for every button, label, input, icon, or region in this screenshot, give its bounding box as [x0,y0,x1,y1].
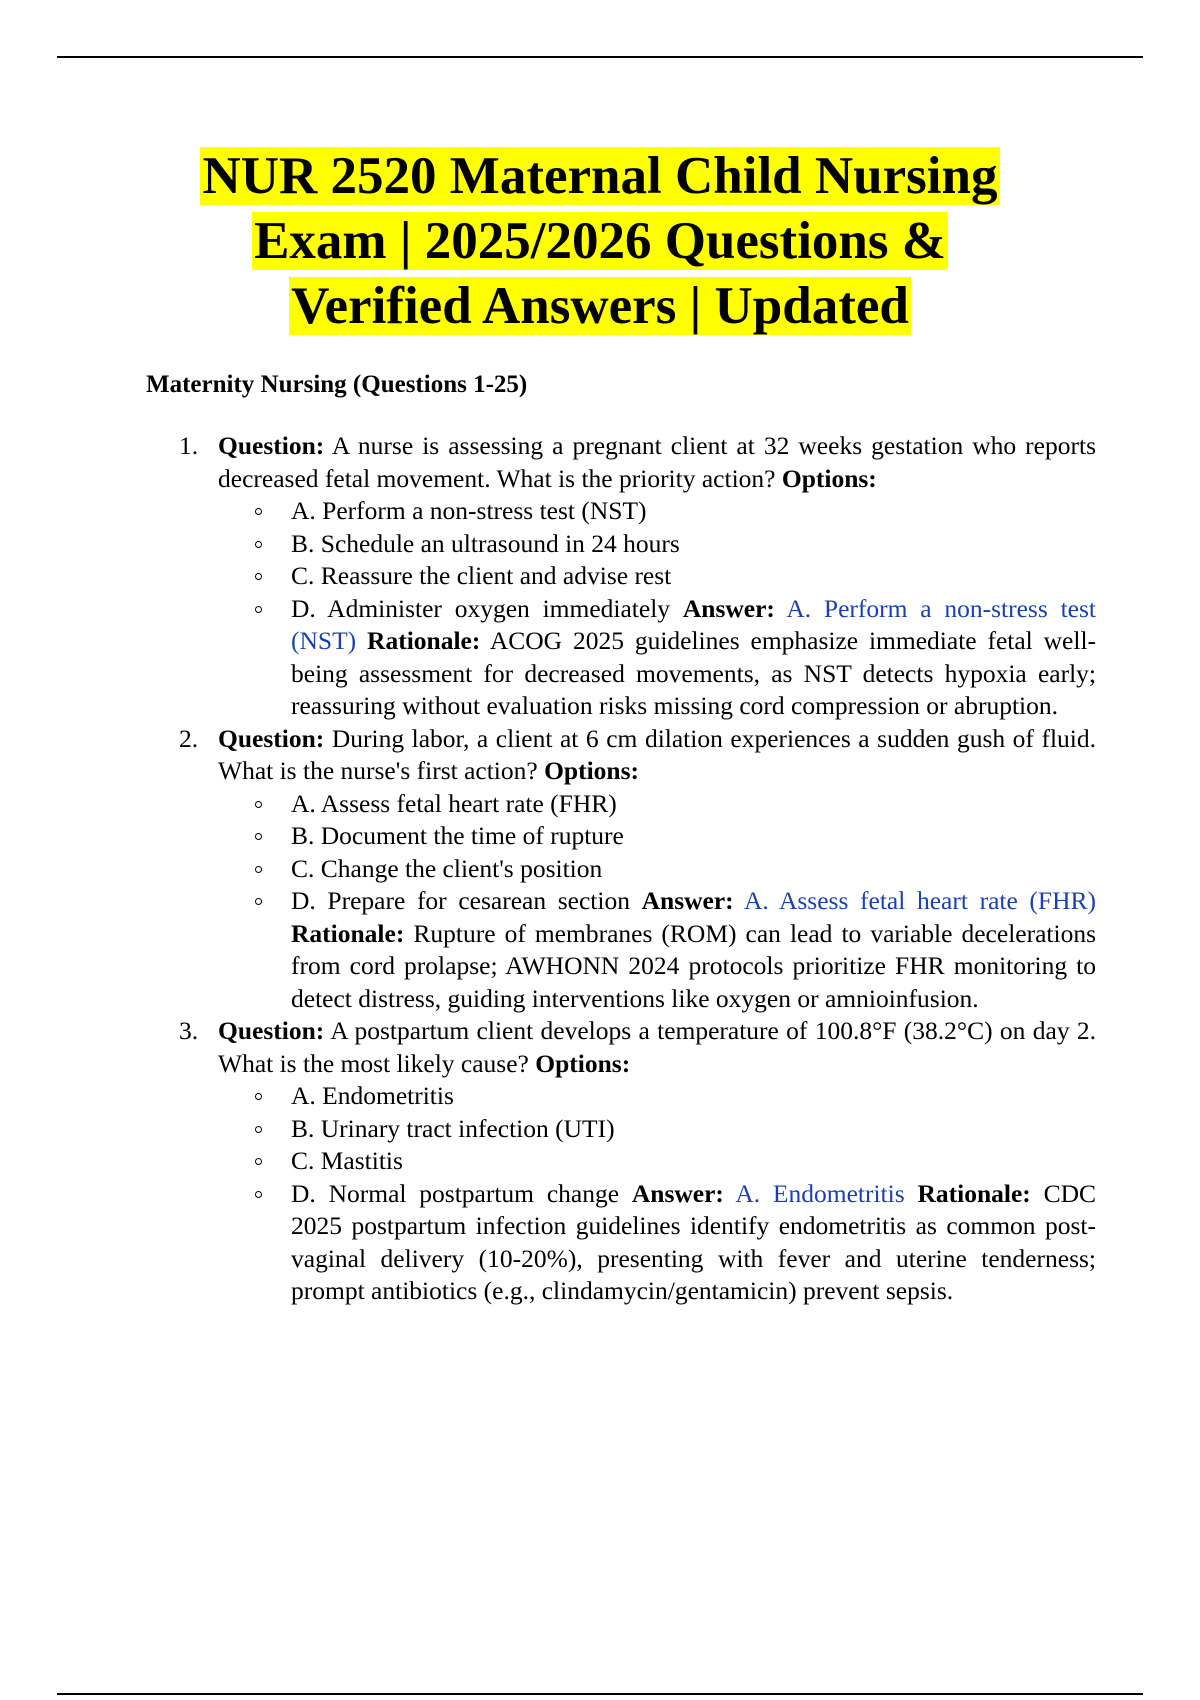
bottom-rule [57,1693,1143,1695]
option-text: D. Prepare for cesarean section [291,886,630,915]
option-item [291,885,1096,1015]
circle-bullet-icon [255,1093,262,1100]
question-text-block [218,430,1096,495]
option-item [291,528,1096,561]
options-label: Options: [535,1048,631,1078]
question-list [146,430,1096,1308]
answer-text: A. Assess fetal heart rate (FHR) [743,886,1097,915]
question-text: During labor, a client at 6 cm dilation experiences a sudden gush of fluid. What is the nurse's first action? [218,723,1097,785]
options-list [218,1080,1096,1308]
option-text: A. Endometritis [291,1081,454,1110]
question-item-3 [146,1015,1096,1308]
question-text: A nurse is assessing a pregnant client at 32 weeks gestation who reports decreased fetal movement. What is the priority action? [218,431,1096,493]
question-item-2 [146,723,1096,1016]
option-text: A. Assess fetal heart rate (FHR) [291,788,617,818]
rationale-label: Rationale: [367,626,481,655]
rationale-text: ACOG 2025 guidelines emphasize immediate fetal well-being assessment for decreased movements, as NST detects hypoxia early; reassuring without evaluation risks missing cord compression or abruption. [291,626,1097,720]
question-label: Question: [218,723,325,753]
rationale-text: CDC 2025 postpartum infection guidelines identify endometritis as common post-vaginal delivery (10-20%), presenting with fever and uterine tenderness; prompt antibiotics (e.g., clindamycin/gentamicin) prevent sepsis. [291,1178,1097,1305]
circle-bullet-icon [255,573,262,580]
circle-bullet-icon [255,541,262,548]
circle-bullet-icon [255,801,262,808]
option-text: D. Administer oxygen immediately [291,593,671,623]
option-text: D. Normal postpartum change [291,1178,620,1208]
option-text: C. Mastitis [291,1146,403,1175]
circle-bullet-icon [255,1158,262,1165]
question-text-block [218,1015,1096,1080]
document-title [0,144,1200,339]
option-item [291,560,1096,593]
answer-label: Answer: [631,1178,724,1208]
option-item [291,1113,1096,1146]
question-number: 1. [179,431,199,460]
option-item [291,853,1096,886]
options-list [218,495,1096,723]
question-label: Question: [218,1016,325,1045]
options-list [218,788,1096,1016]
title-line-2: Exam | 2025/2026 Questions & [254,212,946,270]
option-item [291,1178,1096,1308]
title-line-1: NUR 2520 Maternal Child Nursing [202,147,998,205]
options-label: Options: [544,756,640,785]
circle-bullet-icon [255,606,262,613]
rationale-label: Rationale: [291,918,405,948]
answer-text: A. Endometritis [735,1178,905,1208]
circle-bullet-icon [255,898,262,905]
circle-bullet-icon [255,508,262,515]
question-item-1 [146,430,1096,723]
option-text: B. Urinary tract infection (UTI) [291,1113,615,1143]
section-heading: Maternity Nursing (Questions 1-25) [146,371,528,398]
rationale-label: Rationale: [917,1178,1031,1208]
circle-bullet-icon [255,833,262,840]
question-text-block [218,723,1096,788]
question-number: 2. [179,723,199,753]
question-text: A postpartum client develops a temperature of 100.8°F (38.2°C) on day 2. What is the most likely cause? [218,1016,1097,1078]
option-item [291,495,1096,528]
option-text: A. Perform a non-stress test (NST) [291,496,647,525]
answer-text: A. Perform a non-stress test (NST) [291,593,1096,655]
option-item [291,1145,1096,1178]
circle-bullet-icon [255,866,262,873]
option-item [291,820,1096,853]
top-rule [57,56,1143,58]
option-text: B. Document the time of rupture [291,821,624,850]
circle-bullet-icon [255,1191,262,1198]
rationale-text: Rupture of membranes (ROM) can lead to variable decelerations from cord prolapse; AWHONN 2024 protocols prioritize FHR monitoring to detect distress, guiding interventions like oxygen or amnioinfusion. [291,918,1096,1013]
option-item [291,788,1096,821]
circle-bullet-icon [255,1126,262,1133]
options-label: Options: [781,463,877,493]
option-item [291,593,1096,723]
question-number: 3. [179,1016,199,1045]
option-text: C. Reassure the client and advise rest [291,561,672,590]
option-text: C. Change the client's position [291,853,603,883]
option-text: B. Schedule an ultrasound in 24 hours [291,528,680,558]
answer-label: Answer: [641,886,734,915]
title-line-3: Verified Answers | Updated [291,277,909,335]
question-label: Question: [218,431,325,460]
option-item [291,1080,1096,1113]
answer-label: Answer: [682,593,775,623]
